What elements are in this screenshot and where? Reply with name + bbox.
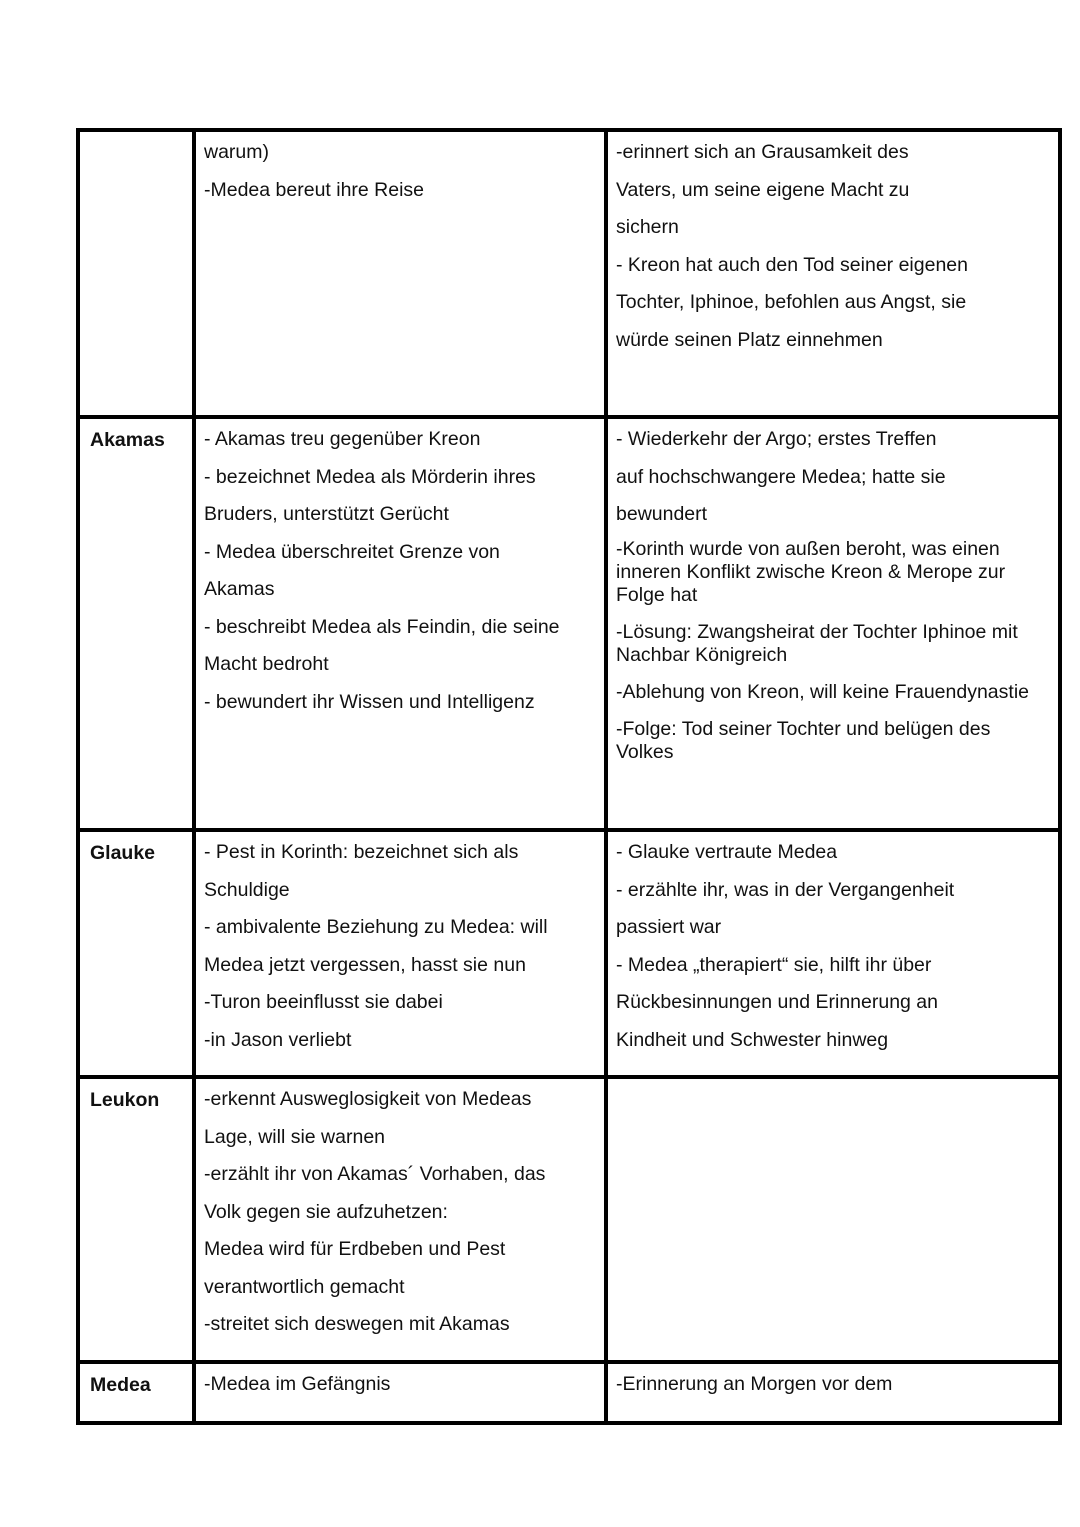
text-line: - ambivalente Beziehung zu Medea: will (204, 916, 548, 938)
character-table (76, 128, 1062, 1425)
text-line: -Turon beeinflusst sie dabei (204, 991, 443, 1013)
text-line: Vaters, um seine eigene Macht zu (616, 178, 910, 201)
cell-col3 (606, 417, 1060, 830)
text-line: verantwortlich gemacht (204, 1275, 405, 1298)
text-line: Bruders, unterstützt Gerücht (204, 503, 449, 525)
cell-col3-empty (606, 1077, 1060, 1362)
text-line: warum) (204, 141, 270, 163)
text-line: -erinnert sich an Grausamkeit des (616, 141, 909, 163)
table-row (78, 417, 1060, 830)
text-line: -Medea bereut ihre Reise (204, 178, 425, 201)
cell-col3 (606, 1362, 1060, 1423)
text-line: Macht bedroht (204, 653, 329, 675)
text-line: Rückbesinnungen und Erinnerung an (616, 991, 938, 1013)
table-row (78, 1077, 1060, 1362)
text-paragraph: -Lösung: Zwangsheirat der Tochter Iphinoe mit Nachbar Königreich (616, 620, 1018, 666)
text-line: -Erinnerung an Morgen vor dem (616, 1373, 893, 1395)
cell-col3 (606, 130, 1060, 417)
text-line: - Medea überschreitet Grenze von (204, 540, 500, 563)
cell-col2 (194, 1362, 606, 1423)
text-line: bewundert (616, 503, 708, 525)
text-line: - Akamas treu gegenüber Kreon (204, 428, 481, 450)
cell-col3 (606, 830, 1060, 1077)
cell-col2 (194, 130, 606, 417)
text-line: - bewundert ihr Wissen und Intelligenz (204, 690, 535, 713)
text-line: Lage, will sie warnen (204, 1125, 386, 1148)
text-line: Schuldige (204, 878, 290, 901)
text-line: - Pest in Korinth: bezeichnet sich als (204, 841, 519, 863)
text-line: -Medea im Gefängnis (204, 1373, 391, 1395)
text-line: Medea jetzt vergessen, hasst sie nun (204, 953, 526, 976)
text-line: passiert war (616, 916, 722, 938)
character-name: Medea (78, 1362, 194, 1423)
cell-col2 (194, 417, 606, 830)
text-line: -erzählt ihr von Akamas´ Vorhaben, das (204, 1163, 546, 1185)
text-line: auf hochschwangere Medea; hatte sie (616, 465, 946, 488)
table-row (78, 830, 1060, 1077)
text-line: -in Jason verliebt (204, 1028, 352, 1051)
text-line: Kindheit und Schwester hinweg (616, 1028, 889, 1051)
text-line: sichern (616, 216, 679, 238)
text-line: - Wiederkehr der Argo; erstes Treffen (616, 428, 937, 450)
character-name (78, 130, 194, 417)
text-line: Tochter, Iphinoe, befohlen aus Angst, sie (616, 291, 967, 313)
character-name: Akamas (78, 417, 194, 830)
table-row (78, 130, 1060, 417)
text-paragraph: -Ablehung von Kreon, will keine Frauendynastie (616, 680, 1029, 703)
text-line: -streitet sich deswegen mit Akamas (204, 1313, 510, 1335)
text-line: Medea wird für Erdbeben und Pest (204, 1238, 506, 1260)
table-row (78, 1362, 1060, 1423)
character-name: Glauke (78, 830, 194, 1077)
text-paragraph: -Korinth wurde von außen beroht, was einen inneren Konflikt zwische Kreon & Merope zur Folge hat (616, 537, 1006, 606)
text-line: - beschreibt Medea als Feindin, die seine (204, 615, 560, 638)
text-line: - Glauke vertraute Medea (616, 841, 838, 863)
text-line: - bezeichnet Medea als Mörderin ihres (204, 465, 536, 488)
cell-col2 (194, 1077, 606, 1362)
text-paragraph: -Folge: Tod seiner Tochter und belügen des Volkes (616, 717, 991, 763)
text-line: - Kreon hat auch den Tod seiner eigenen (616, 253, 968, 276)
text-line: Akamas (204, 578, 275, 600)
text-line: würde seinen Platz einnehmen (616, 328, 883, 351)
cell-col2 (194, 830, 606, 1077)
text-line: -erkennt Ausweglosigkeit von Medeas (204, 1088, 532, 1110)
text-line: - erzählte ihr, was in der Vergangenheit (616, 878, 955, 901)
character-name: Leukon (78, 1077, 194, 1362)
text-line: - Medea „therapiert“ sie, hilft ihr über (616, 953, 932, 976)
text-line: Volk gegen sie aufzuhetzen: (204, 1200, 448, 1223)
